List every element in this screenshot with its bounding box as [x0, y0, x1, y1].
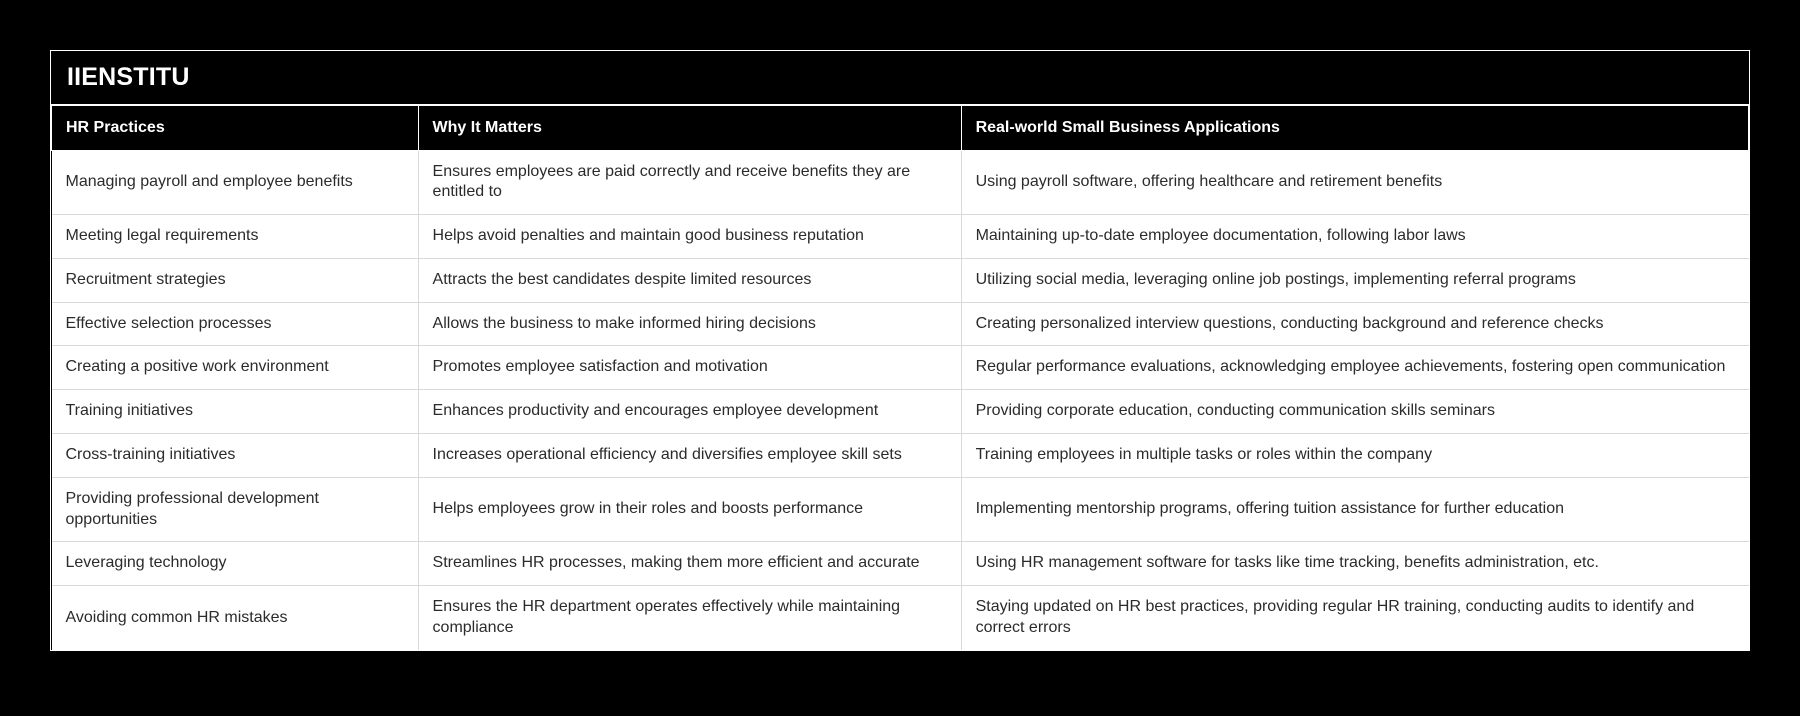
table-row: [52, 258, 1749, 302]
cell-application: Creating personalized interview questions, conducting background and reference checks: [961, 302, 1748, 346]
table-row: [52, 434, 1749, 478]
cell-practice: Creating a positive work environment: [52, 346, 419, 390]
cell-application: Regular performance evaluations, acknowledging employee achievements, fostering open communication: [961, 346, 1748, 390]
cell-why: Enhances productivity and encourages employee development: [418, 390, 961, 434]
table-row: [52, 215, 1749, 259]
cell-application: Providing corporate education, conducting communication skills seminars: [961, 390, 1748, 434]
cell-why: Helps employees grow in their roles and boosts performance: [418, 477, 961, 542]
table-row: [52, 302, 1749, 346]
cell-why: Ensures employees are paid correctly and receive benefits they are entitled to: [418, 150, 961, 215]
cell-practice: Managing payroll and employee benefits: [52, 150, 419, 215]
cell-practice: Cross-training initiatives: [52, 434, 419, 478]
cell-why: Allows the business to make informed hiring decisions: [418, 302, 961, 346]
table-row: [52, 586, 1749, 650]
column-header-why-it-matters: Why It Matters: [418, 105, 961, 150]
cell-practice: Avoiding common HR mistakes: [52, 586, 419, 650]
cell-application: Staying updated on HR best practices, providing regular HR training, conducting audits to identify and correct errors: [961, 586, 1748, 650]
cell-application: Using HR management software for tasks like time tracking, benefits administration, etc.: [961, 542, 1748, 586]
cell-application: Implementing mentorship programs, offering tuition assistance for further education: [961, 477, 1748, 542]
table-row: [52, 390, 1749, 434]
table-body: [52, 150, 1749, 650]
cell-application: Utilizing social media, leveraging online job postings, implementing referral programs: [961, 258, 1748, 302]
table-row: [52, 542, 1749, 586]
page-title: IIENSTITU: [67, 63, 190, 91]
cell-practice: Providing professional development opportunities: [52, 477, 419, 542]
hr-practices-table: [51, 105, 1749, 650]
cell-practice: Training initiatives: [52, 390, 419, 434]
cell-practice: Effective selection processes: [52, 302, 419, 346]
cell-practice: Recruitment strategies: [52, 258, 419, 302]
table-row: [52, 477, 1749, 542]
cell-why: Helps avoid penalties and maintain good business reputation: [418, 215, 961, 259]
cell-application: Training employees in multiple tasks or roles within the company: [961, 434, 1748, 478]
cell-practice: Leveraging technology: [52, 542, 419, 586]
cell-why: Streamlines HR processes, making them more efficient and accurate: [418, 542, 961, 586]
cell-why: Attracts the best candidates despite limited resources: [418, 258, 961, 302]
cell-why: Ensures the HR department operates effectively while maintaining compliance: [418, 586, 961, 650]
cell-why: Increases operational efficiency and diversifies employee skill sets: [418, 434, 961, 478]
column-header-applications: Real-world Small Business Applications: [961, 105, 1748, 150]
cell-application: Maintaining up-to-date employee documentation, following labor laws: [961, 215, 1748, 259]
table-row: [52, 346, 1749, 390]
table-header-row: [52, 105, 1749, 150]
cell-application: Using payroll software, offering healthcare and retirement benefits: [961, 150, 1748, 215]
cell-practice: Meeting legal requirements: [52, 215, 419, 259]
column-header-hr-practices: HR Practices: [52, 105, 419, 150]
content-card: [50, 50, 1750, 651]
cell-why: Promotes employee satisfaction and motivation: [418, 346, 961, 390]
title-bar: [51, 51, 1749, 105]
table-row: [52, 150, 1749, 215]
